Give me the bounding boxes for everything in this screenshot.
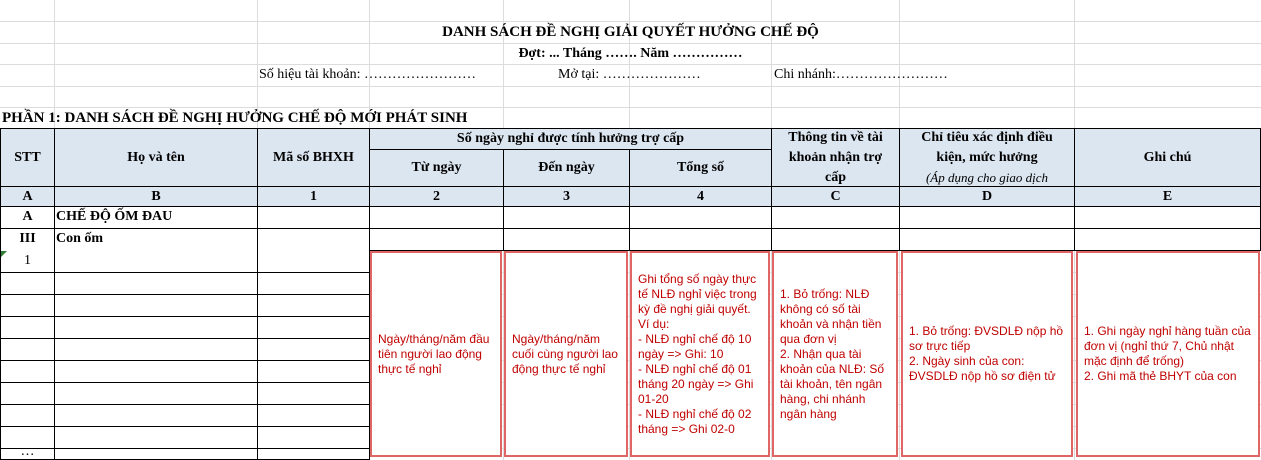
period-line: Đợt: ... Tháng ……. Năm …………… bbox=[518, 46, 743, 61]
code-4: 4 bbox=[629, 186, 772, 207]
header-notes: Ghi chú bbox=[1074, 128, 1261, 187]
account-number: Số hiệu tài khoản: …………………… bbox=[259, 67, 476, 82]
cell[interactable] bbox=[899, 206, 1075, 229]
cell[interactable] bbox=[1074, 206, 1261, 229]
code-d: D bbox=[899, 186, 1075, 207]
code-b: B bbox=[54, 186, 258, 207]
document-title: DANH SÁCH ĐỀ NGHỊ GIẢI QUYẾT HƯỞNG CHẾ ĐỘ bbox=[442, 24, 819, 40]
row-iii-label: Con ốm bbox=[56, 231, 104, 246]
cell[interactable] bbox=[899, 228, 1075, 251]
header-account-info: Thông tin về tài khoản nhận trợ cấp bbox=[771, 128, 900, 187]
code-3: 3 bbox=[503, 186, 630, 207]
code-1: 1 bbox=[257, 186, 370, 207]
stt-column[interactable] bbox=[0, 250, 55, 460]
header-criteria-label: Chỉ tiêu xác định điều kiện, mức hưởng bbox=[921, 129, 1053, 165]
code-e: E bbox=[1074, 186, 1261, 207]
header-to: Đến ngày bbox=[503, 149, 630, 187]
cell[interactable] bbox=[1074, 228, 1261, 251]
cell[interactable] bbox=[369, 206, 504, 229]
note-remarks: 1. Ghi ngày nghỉ hàng tuần của đơn vị (nghỉ thứ 7, Chủ nhật mặc định để trống) 2. Ghi mã thẻ BHYT của con bbox=[1076, 251, 1260, 457]
branch: Chi nhánh:…………………… bbox=[774, 67, 948, 82]
cell[interactable] bbox=[629, 228, 772, 251]
note-account: 1. Bỏ trống: NLĐ không có số tài khoản và nhận tiền qua đơn vị 2. Nhận qua tài khoản của NLĐ: Số tài khoản, tên ngân hàng, chi nhánh ngân hàng bbox=[772, 251, 898, 457]
cell[interactable] bbox=[369, 228, 504, 251]
code-c: C bbox=[771, 186, 900, 207]
note-total: Ghi tổng số ngày thực tế NLĐ nghỉ việc trong kỳ đề nghị giải quyết. Ví dụ: - NLĐ nghỉ chế độ 10 ngày => Ghi: 10 - NLĐ nghỉ chế độ 01 tháng 20 ngày => Ghi 01-20 - NLĐ nghỉ chế độ 02 tháng => Ghi 02-0 bbox=[630, 251, 770, 457]
cell-indicator-icon bbox=[1, 251, 7, 257]
opened-at: Mở tại: ………………… bbox=[558, 67, 701, 82]
header-from: Từ ngày bbox=[369, 149, 504, 187]
row-a-label: CHẾ ĐỘ ỐM ĐAU bbox=[56, 209, 173, 224]
cell[interactable] bbox=[503, 228, 630, 251]
cell[interactable] bbox=[629, 206, 772, 229]
code-2: 2 bbox=[369, 186, 504, 207]
header-days-group: Số ngày nghỉ được tính hưởng trợ cấp bbox=[369, 128, 772, 150]
row-1-code: 1 bbox=[24, 253, 31, 268]
name-column[interactable] bbox=[54, 250, 258, 460]
cell[interactable] bbox=[503, 206, 630, 229]
cell[interactable] bbox=[771, 206, 900, 229]
header-name: Họ và tên bbox=[54, 128, 258, 187]
note-criteria: 1. Bỏ trống: ĐVSDLĐ nộp hồ sơ trực tiếp 2. Ngày sinh của con: ĐVSDLĐ nộp hồ sơ điện tử bbox=[901, 251, 1073, 457]
row-a-code: A bbox=[22, 209, 33, 224]
header-total: Tổng số bbox=[629, 149, 772, 187]
cell[interactable] bbox=[257, 228, 370, 251]
row-iii-code: III bbox=[19, 231, 36, 246]
section-title: PHẦN 1: DANH SÁCH ĐỀ NGHỊ HƯỞNG CHẾ ĐỘ MỚI PHÁT SINH bbox=[2, 110, 468, 126]
note-to-date: Ngày/tháng/năm cuối cùng người lao động thực tế nghỉ bbox=[504, 251, 628, 457]
header-bhxh: Mã số BHXH bbox=[257, 128, 370, 187]
cell[interactable] bbox=[771, 228, 900, 251]
header-criteria-note: (Áp dụng cho giao dịch bbox=[925, 169, 1049, 185]
header-stt: STT bbox=[0, 128, 55, 187]
note-from-date: Ngày/tháng/năm đầu tiên người lao động thực tế nghỉ bbox=[370, 251, 502, 457]
cell[interactable] bbox=[257, 206, 370, 229]
bhxh-column[interactable] bbox=[257, 250, 370, 460]
header-criteria bbox=[899, 128, 1075, 187]
code-a: A bbox=[0, 186, 55, 207]
row-ellipsis: … bbox=[20, 444, 35, 459]
